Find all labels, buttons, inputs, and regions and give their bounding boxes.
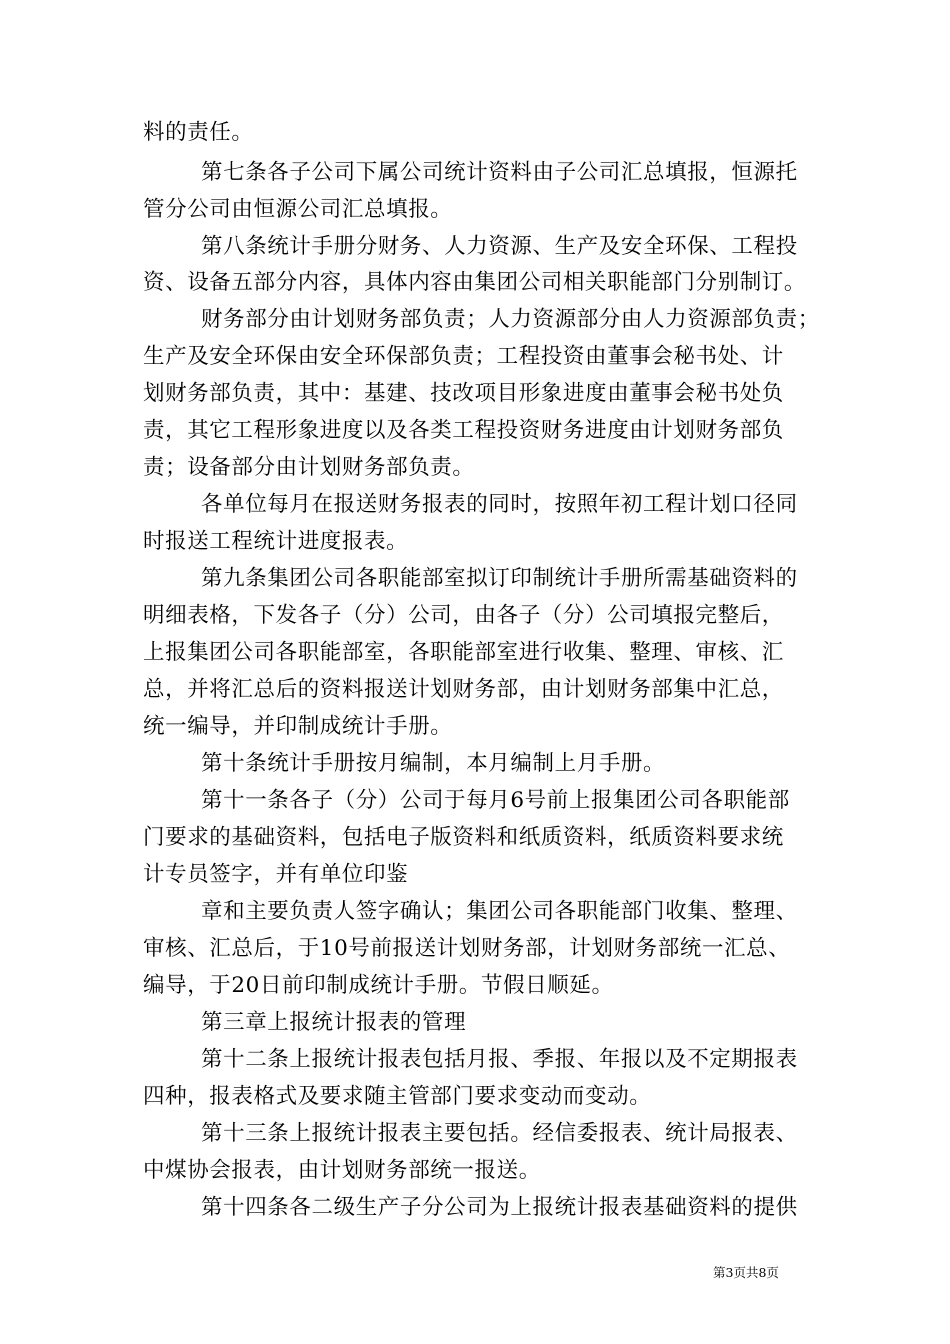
text-line: 资、设备五部分内容，具体内容由集团公司相关职能部门分别制订。 — [143, 270, 807, 295]
text-line: 料的责任。 — [143, 120, 254, 145]
text-line: 第八条统计手册分财务、人力资源、生产及安全环保、工程投 — [201, 234, 798, 259]
text-line: 第十一条各子（分）公司于每月6号前上报集团公司各职能部 — [201, 788, 790, 813]
text-line: 划财务部负责，其中：基建、技改项目形象进度由董事会秘书处负 — [143, 381, 784, 406]
text-line: 第十条统计手册按月编制，本月编制上月手册。 — [201, 751, 666, 776]
text-line: 总，并将汇总后的资料报送计划财务部，由计划财务部集中汇总， — [143, 677, 784, 702]
text-line: 第十四条各二级生产子分公司为上报统计报表基础资料的提供 — [201, 1195, 798, 1220]
text-line: 门要求的基础资料，包括电子版资料和纸质资料，纸质资料要求统 — [143, 825, 784, 850]
text-line: 中煤协会报表，由计划财务部统一报送。 — [143, 1158, 541, 1183]
text-line: 各单位每月在报送财务报表的同时，按照年初工程计划口径同 — [201, 492, 798, 517]
text-line: 计专员签字，并有单位印鉴 — [143, 862, 409, 887]
text-line: 上报集团公司各职能部室，各职能部室进行收集、整理、审核、汇 — [143, 640, 784, 665]
text-line: 时报送工程统计进度报表。 — [143, 529, 409, 554]
page-number: 第3页共8页 — [713, 1265, 779, 1280]
text-line: 第十二条上报统计报表包括月报、季报、年报以及不定期报表 — [201, 1047, 798, 1072]
text-line: 第十三条上报统计报表主要包括。经信委报表、统计局报表、 — [201, 1121, 798, 1146]
text-line: 财务部分由计划财务部负责；人力资源部分由人力资源部负责； — [201, 307, 820, 332]
text-line: 明细表格，下发各子（分）公司，由各子（分）公司填报完整后， — [143, 603, 784, 628]
text-line: 第七条各子公司下属公司统计资料由子公司汇总填报，恒源托 — [201, 160, 798, 185]
text-line: 第九条集团公司各职能部室拟订印制统计手册所需基础资料的 — [201, 566, 798, 591]
section-heading: 第三章上报统计报表的管理 — [201, 1010, 467, 1035]
text-line: 生产及安全环保由安全环保部负责；工程投资由董事会秘书处、计 — [143, 344, 784, 369]
text-line: 管分公司由恒源公司汇总填报。 — [143, 197, 453, 222]
text-line: 编导，于20日前印制成统计手册。节假日顺延。 — [143, 973, 614, 998]
text-line: 统一编导，并印制成统计手册。 — [143, 714, 453, 739]
text-line: 四种，报表格式及要求随主管部门要求变动而变动。 — [143, 1084, 652, 1109]
text-line: 章和主要负责人签字确认；集团公司各职能部门收集、整理、 — [201, 899, 798, 924]
text-line: 责；设备部分由计划财务部负责。 — [143, 455, 475, 480]
text-line: 审核、汇总后，于10号前报送计划财务部，计划财务部统一汇总、 — [143, 936, 791, 961]
text-line: 责，其它工程形象进度以及各类工程投资财务进度由计划财务部负 — [143, 418, 784, 443]
